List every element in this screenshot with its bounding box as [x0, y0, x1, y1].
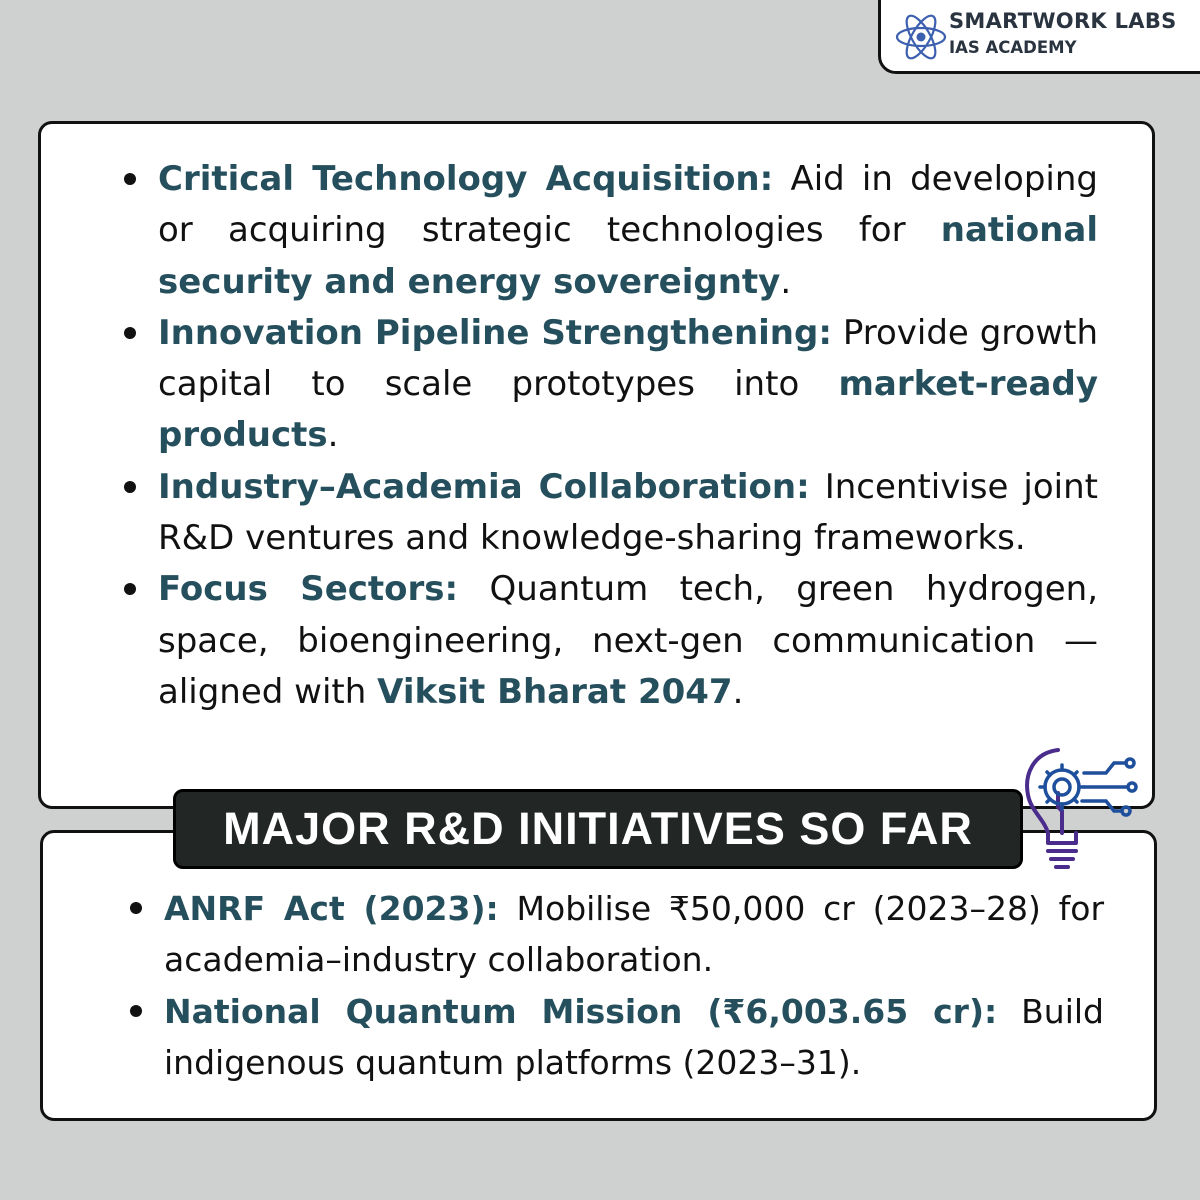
initiatives-list [164, 883, 1104, 1088]
objective-text-end: . [732, 671, 744, 712]
objectives-list [158, 154, 1098, 718]
brand-name: SMARTWORK LABS [949, 9, 1177, 33]
objective-text: Quantum tech, green hydrogen, space, bioengineering, next-gen communication — aligned with [158, 569, 1099, 712]
objective-text-end: . [327, 415, 339, 456]
objective-text-end: . [780, 261, 792, 302]
objective-text: Provide growth capital to scale prototypes into [158, 312, 1098, 405]
objective-text: Incentivise joint R&D ventures and knowledge-sharing frameworks. [158, 466, 1098, 559]
brand-logo-tab [878, 0, 1200, 74]
section-banner-title: MAJOR R&D INITIATIVES SO FAR [223, 803, 973, 854]
objective-highlight: national security and energy sovereignty [158, 210, 1098, 302]
initiative-title: National Quantum Mission (₹6,003.65 cr): [164, 991, 998, 1031]
objective-text: Aid in developing or acquiring strategic technologies for [158, 159, 1099, 251]
section-banner [173, 789, 1023, 869]
objective-item [158, 462, 1098, 565]
initiatives-card [40, 830, 1157, 1121]
initiative-title: ANRF Act (2023): [164, 889, 499, 928]
objective-item [158, 564, 1098, 718]
brand-subtitle: IAS ACADEMY [949, 38, 1077, 57]
objectives-card [38, 121, 1155, 809]
objective-highlight: Viksit Bharat 2047 [377, 671, 733, 712]
objective-title: Industry–Academia Collaboration: [158, 466, 810, 507]
objective-title: Critical Technology Acquisition: [158, 159, 774, 199]
objective-title: Focus Sectors: [158, 569, 459, 610]
initiative-text: Mobilise ₹50,000 cr (2023–28) for academia–industry collaboration. [164, 889, 1105, 980]
initiative-item [164, 986, 1104, 1089]
objective-highlight: market-ready products [158, 364, 1098, 456]
atom-icon [893, 9, 949, 65]
lightbulb-gear-icon [1018, 745, 1140, 875]
objective-title: Innovation Pipeline Strengthening: [158, 312, 832, 353]
initiative-item [164, 883, 1104, 986]
objective-item [158, 154, 1098, 308]
objective-item [158, 308, 1098, 462]
initiative-text: Build indigenous quantum platforms (2023–31). [164, 991, 1104, 1082]
